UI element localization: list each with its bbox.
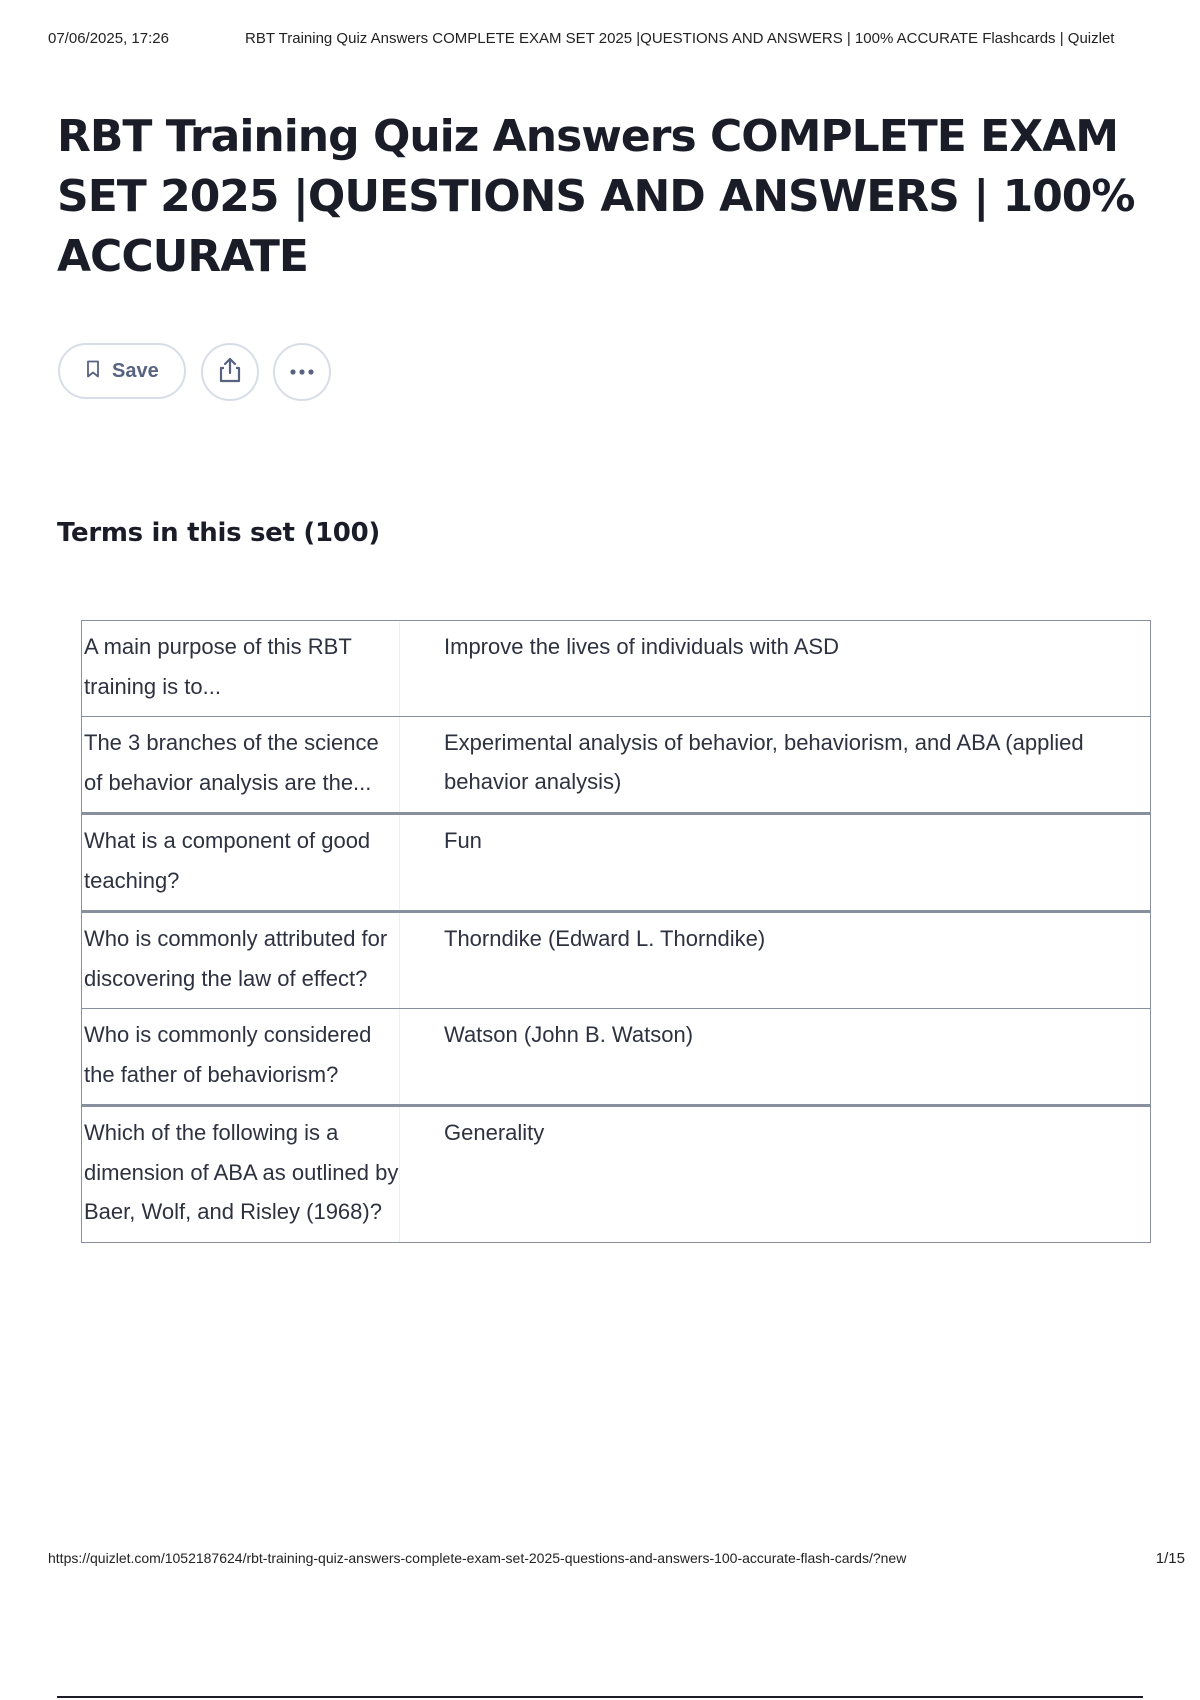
divider bbox=[57, 1696, 1143, 1698]
term-row bbox=[82, 716, 1150, 812]
term-text: Which of the following is a dimension of ABA as outlined by Baer, Wolf, and Risley (1968)? bbox=[82, 1107, 400, 1242]
share-button[interactable] bbox=[201, 343, 259, 401]
term-row bbox=[82, 1104, 1150, 1242]
print-footer-url: https://quizlet.com/1052187624/rbt-training-quiz-answers-complete-exam-set-2025-questions-and-answers-100-accurate-flash-cards/?new bbox=[48, 1550, 907, 1566]
save-button-label: Save bbox=[112, 359, 159, 382]
term-text: What is a component of good teaching? bbox=[82, 815, 400, 910]
term-row bbox=[82, 1008, 1150, 1104]
save-button[interactable] bbox=[58, 343, 186, 399]
definition-text: Fun bbox=[444, 828, 482, 853]
definition-text: Thorndike (Edward L. Thorndike) bbox=[444, 926, 766, 951]
page-title: RBT Training Quiz Answers COMPLETE EXAM SET 2025 |QUESTIONS AND ANSWERS | 100% ACCURATE bbox=[57, 111, 1135, 282]
term-text: Who is commonly considered the father of behaviorism? bbox=[82, 1009, 400, 1104]
term-text: The 3 branches of the science of behavior analysis are the... bbox=[82, 717, 400, 812]
print-header bbox=[48, 30, 1178, 50]
definition-text: Generality bbox=[444, 1120, 545, 1145]
term-text: A main purpose of this RBT training is to... bbox=[82, 621, 400, 716]
more-horizontal-icon bbox=[288, 363, 316, 381]
term-row bbox=[82, 812, 1150, 910]
term-text: Who is commonly attributed for discovering the law of effect? bbox=[82, 913, 400, 1008]
terms-table bbox=[81, 620, 1151, 1243]
definition-text: Experimental analysis of behavior, behaviorism, and ABA (applied behavior analysis) bbox=[444, 730, 1084, 794]
print-document-title: RBT Training Quiz Answers COMPLETE EXAM SET 2025 |QUESTIONS AND ANSWERS | 100% ACCURATE Flashcards | Quizlet bbox=[245, 30, 1115, 47]
definition-text: Improve the lives of individuals with ASD bbox=[444, 634, 839, 659]
terms-heading: Terms in this set (100) bbox=[57, 518, 380, 548]
share-icon bbox=[217, 356, 243, 389]
term-row bbox=[82, 910, 1150, 1008]
print-datetime: 07/06/2025, 17:26 bbox=[48, 30, 169, 47]
page-number: 1/15 bbox=[1155, 1550, 1185, 1567]
more-options-button[interactable] bbox=[273, 343, 331, 401]
bookmark-icon bbox=[86, 360, 100, 383]
term-row bbox=[82, 621, 1150, 716]
definition-text: Watson (John B. Watson) bbox=[444, 1022, 694, 1047]
